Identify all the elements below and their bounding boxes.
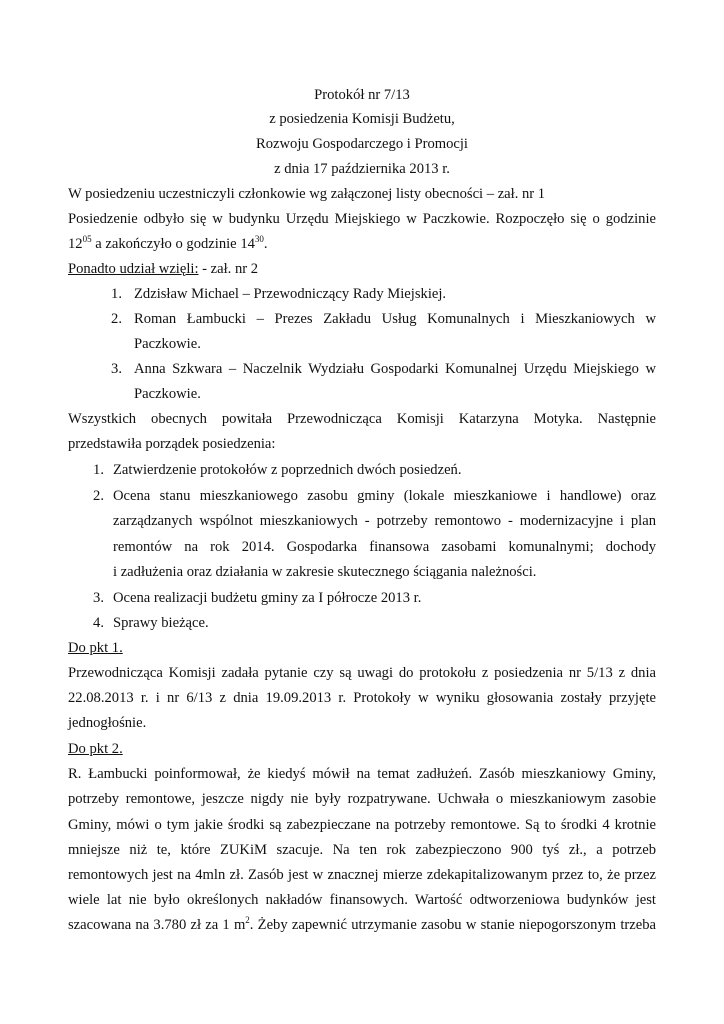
- guest-number: 3.: [111, 361, 122, 377]
- pkt2-text: remontowych jest na 4mln zł. Zasób jest w znacznej mierze zdekapitalizowanym przez to, że przez: [68, 867, 656, 883]
- guest-item: Zdzisław Michael – Przewodniczący Rady Miejskiej.: [134, 286, 447, 302]
- agenda-item-cont: remontów na rok 2014. Gospodarka finansowa zasobami komunalnymi; dochody: [113, 539, 656, 555]
- pkt2-text: Gminy, mówi o tym jakie środki są zabezpieczane na potrzeby remontowe. Są to środki 4 krotnie: [68, 817, 656, 833]
- agenda-number: 4.: [93, 615, 104, 631]
- pkt2-text: wiele lat nie było określonych nakładów finansowych. Wartość odtworzeniowa budynków jest: [68, 892, 656, 908]
- time-line: $12^{05}$ a zakończyło o godzinie $14^{30}$.: [68, 234, 268, 252]
- agenda-item-cont: zarządzanych wspólnot mieszkaniowych - potrzeby remontowo - modernizacyjne i plan: [113, 513, 656, 529]
- meeting-date: z dnia 17 października 2013 r.: [274, 161, 450, 177]
- venue-line: Posiedzenie odbyło się w budynku Urzędu Miejskiego w Paczkowie. Rozpoczęło się o godzinie: [68, 211, 656, 227]
- guest-number: 2.: [111, 311, 122, 327]
- pkt1-text: Przewodnicząca Komisji zadała pytanie czy są uwagi do protokołu z posiedzenia nr 5/13 z dnia: [68, 665, 656, 681]
- agenda-item: Sprawy bieżące.: [113, 615, 209, 631]
- attendance-line: W posiedzeniu uczestniczyli członkowie wg załączonej listy obecności – zał. nr 1: [68, 186, 546, 202]
- commission-line-2: Rozwoju Gospodarczego i Promocji: [256, 136, 468, 152]
- guest-item: Anna Szkwara – Naczelnik Wydziału Gospodarki Komunalnej Urzędu Miejskiego w: [134, 361, 656, 377]
- pkt2-text: mniejsze niż te, które ZUKiM szacuje. Na ten rok zabezpieczono 900 tyś zł., a potrzeb: [68, 842, 656, 858]
- agenda-number: 1.: [93, 462, 104, 478]
- agenda-number: 2.: [93, 488, 104, 504]
- pkt1-heading: Do pkt 1.: [68, 640, 123, 656]
- pkt1-text: jednogłośnie.: [68, 715, 147, 731]
- agenda-item: Zatwierdzenie protokołów z poprzednich dwóch posiedzeń.: [113, 462, 462, 478]
- pkt2-heading: Do pkt 2.: [68, 741, 123, 757]
- pkt1-text: 22.08.2013 r. i nr 6/13 z dnia 19.09.2013 r. Protokoły w wyniku głosowania zostały przyjęte: [68, 690, 656, 706]
- agenda-item-cont: i zadłużenia oraz działania w zakresie skutecznego ściągania należności.: [113, 564, 537, 580]
- guest-item-cont: Paczkowie.: [134, 336, 201, 352]
- agenda-number: 3.: [93, 590, 104, 606]
- guest-number: 1.: [111, 286, 122, 302]
- guests-heading: Ponadto udział wzięli: - zał. nr 2: [68, 261, 259, 277]
- agenda-intro: Wszystkich obecnych powitała Przewodnicząca Komisji Katarzyna Motyka. Następnie: [68, 411, 656, 427]
- agenda-item: Ocena stanu mieszkaniowego zasobu gminy (lokale mieszkaniowe i handlowe) oraz: [113, 488, 656, 504]
- agenda-intro-cont: przedstawiła porządek posiedzenia:: [68, 436, 276, 452]
- guest-item: Roman Łambucki – Prezes Zakładu Usług Komunalnych i Mieszkaniowych w: [134, 311, 656, 327]
- pkt2-text: potrzeby remontowe, jeszcze nigdy nie były rozpatrywane. Uchwała o mieszkaniowym zasobie: [68, 791, 656, 807]
- pkt2-text: szacowana na 3.780 zł za 1 $m^2$. Żeby zapewnić utrzymanie zasobu w stanie niepogorszonym trzeba: [68, 915, 656, 933]
- agenda-item: Ocena realizacji budżetu gminy za I półrocze 2013 r.: [113, 590, 422, 606]
- commission-line-1: z posiedzenia Komisji Budżetu,: [269, 111, 455, 127]
- guest-item-cont: Paczkowie.: [134, 386, 201, 402]
- protocol-title: Protokół nr 7/13: [314, 87, 410, 103]
- pkt2-text: R. Łambucki poinformował, że kiedyś mówił na temat zadłużeń. Zasób mieszkaniowy Gminy,: [68, 766, 656, 782]
